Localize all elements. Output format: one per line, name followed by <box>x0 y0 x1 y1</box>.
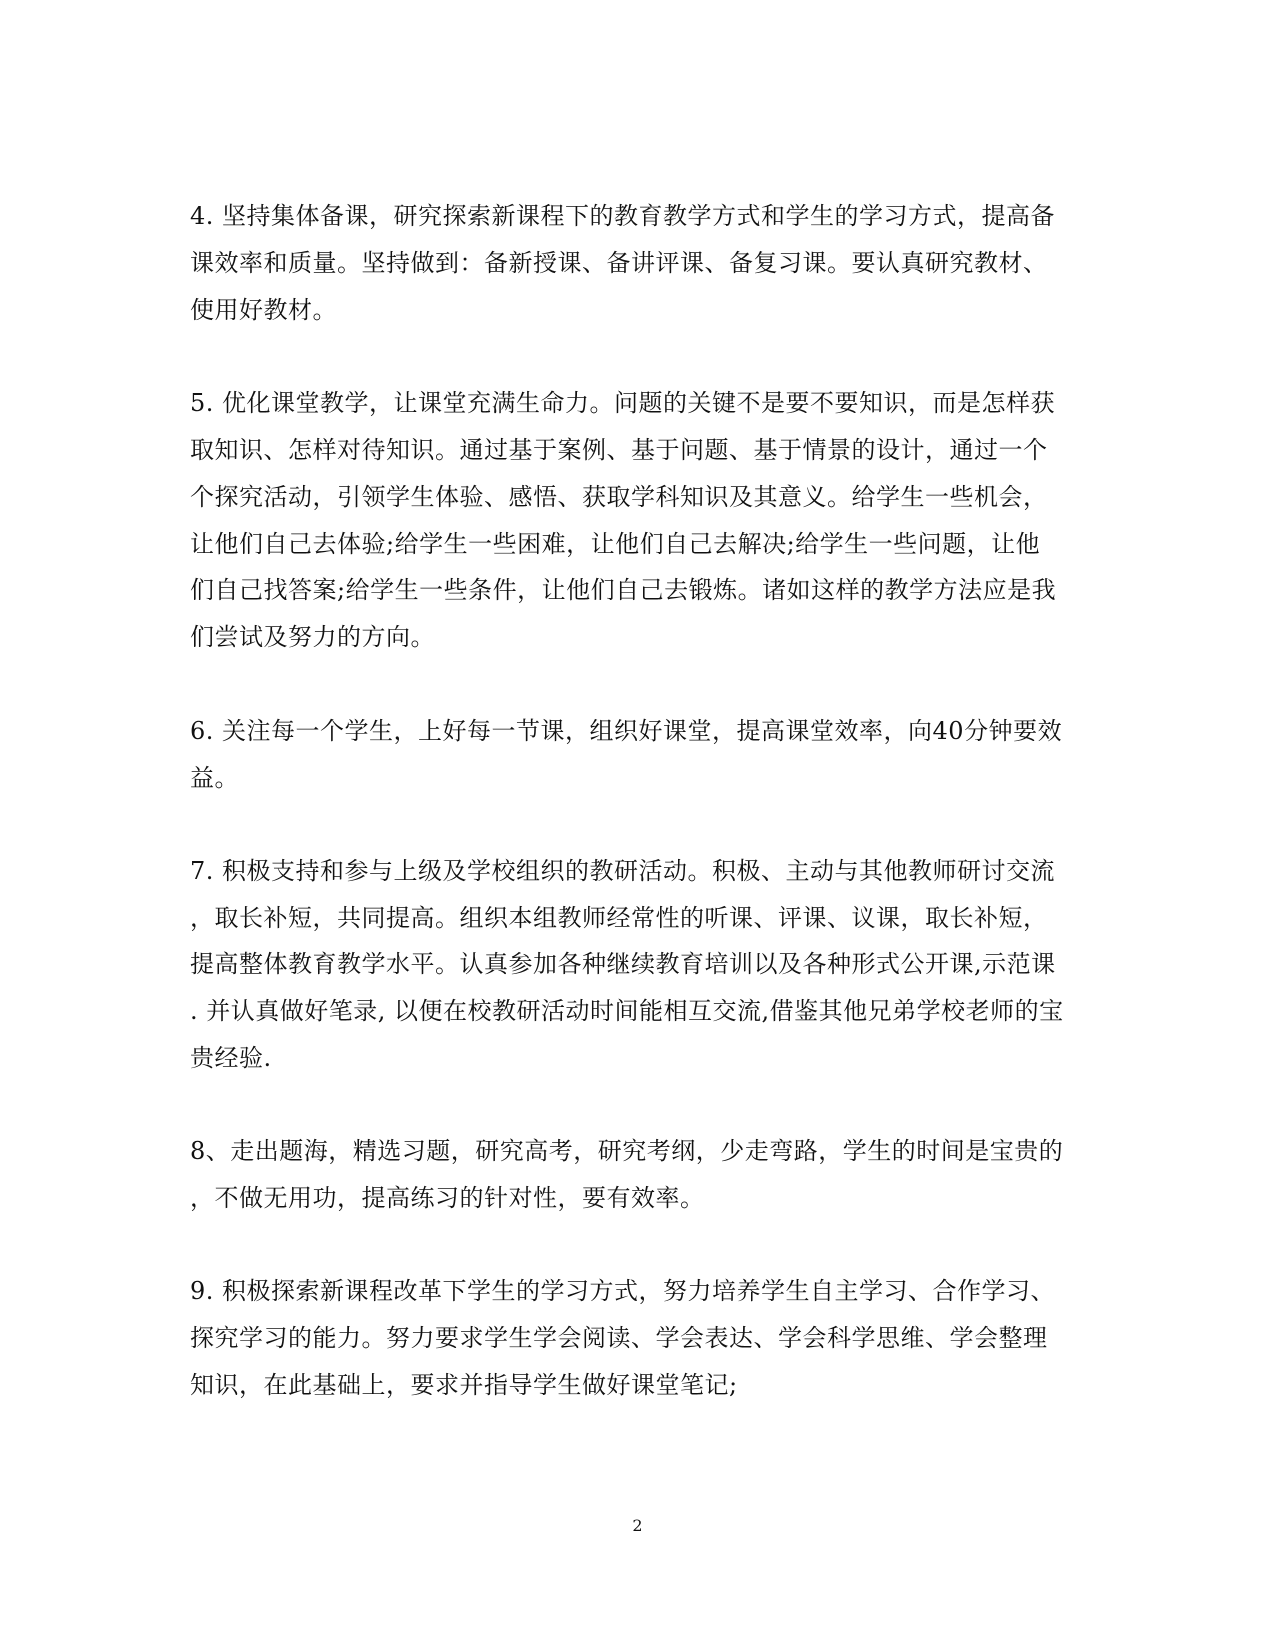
paragraph-5-line-6: 们尝试及努力的方向。 <box>190 623 435 651</box>
paragraph-4-line-1: 4. 坚持集体备课，研究探索新课程下的教育教学方式和学生的学习方式，提高备 <box>190 202 1056 230</box>
paragraph-7-line-3: 提高整体教育教学水平。认真参加各种继续教育培训以及各种形式公开课,示范课 <box>190 950 1056 978</box>
paragraph-6-line-2: 益。 <box>190 764 239 792</box>
paragraph-5-line-5: 们自己找答案;给学生一些条件，让他们自己去锻炼。诸如这样的教学方法应是我 <box>190 576 1057 604</box>
paragraph-5-line-2: 取知识、怎样对待知识。通过基于案例、基于问题、基于情景的设计，通过一个 <box>190 436 1048 464</box>
paragraph-5-line-4: 让他们自己去体验;给学生一些困难，让他们自己去解决;给学生一些问题，让他 <box>190 530 1041 558</box>
paragraph-8-line-1: 8、走出题海，精选习题，研究高考，研究考纲，少走弯路，学生的时间是宝贵的 <box>190 1137 1064 1165</box>
paragraph-8-line-2: ，不做无用功，提高练习的针对性，要有效率。 <box>190 1184 705 1212</box>
paragraph-7-line-1: 7. 积极支持和参与上级及学校组织的教研活动。积极、主动与其他教师研讨交流 <box>190 857 1056 885</box>
paragraph-5-line-3: 个探究活动，引领学生体验、感悟、获取学科知识及其意义。给学生一些机会， <box>190 483 1048 511</box>
paragraph-7-line-4: . 并认真做好笔录, 以便在校教研活动时间能相互交流,借鉴其他兄弟学校老师的宝 <box>190 997 1064 1025</box>
paragraph-5-line-1: 5. 优化课堂教学，让课堂充满生命力。问题的关键不是要不要知识，而是怎样获 <box>190 389 1056 417</box>
page-number: 2 <box>632 1516 643 1535</box>
paragraph-7-line-5: 贵经验. <box>190 1044 272 1072</box>
paragraph-4-line-2: 课效率和质量。坚持做到：备新授课、备讲评课、备复习课。要认真研究教材、 <box>190 249 1048 277</box>
paragraph-9-line-2: 探究学习的能力。努力要求学生学会阅读、学会表达、学会科学思维、学会整理 <box>190 1324 1048 1352</box>
paragraph-9-line-1: 9. 积极探索新课程改革下学生的学习方式，努力培养学生自主学习、合作学习、 <box>190 1277 1056 1305</box>
paragraph-7-line-2: ，取长补短，共同提高。组织本组教师经常性的听课、评课、议课，取长补短， <box>190 904 1048 932</box>
paragraph-6-line-1: 6. 关注每一个学生，上好每一节课，组织好课堂，提高课堂效率，向40分钟要效 <box>190 717 1063 745</box>
paragraph-9-line-3: 知识，在此基础上，要求并指导学生做好课堂笔记; <box>190 1371 738 1399</box>
paragraph-4-line-3: 使用好教材。 <box>190 296 337 324</box>
